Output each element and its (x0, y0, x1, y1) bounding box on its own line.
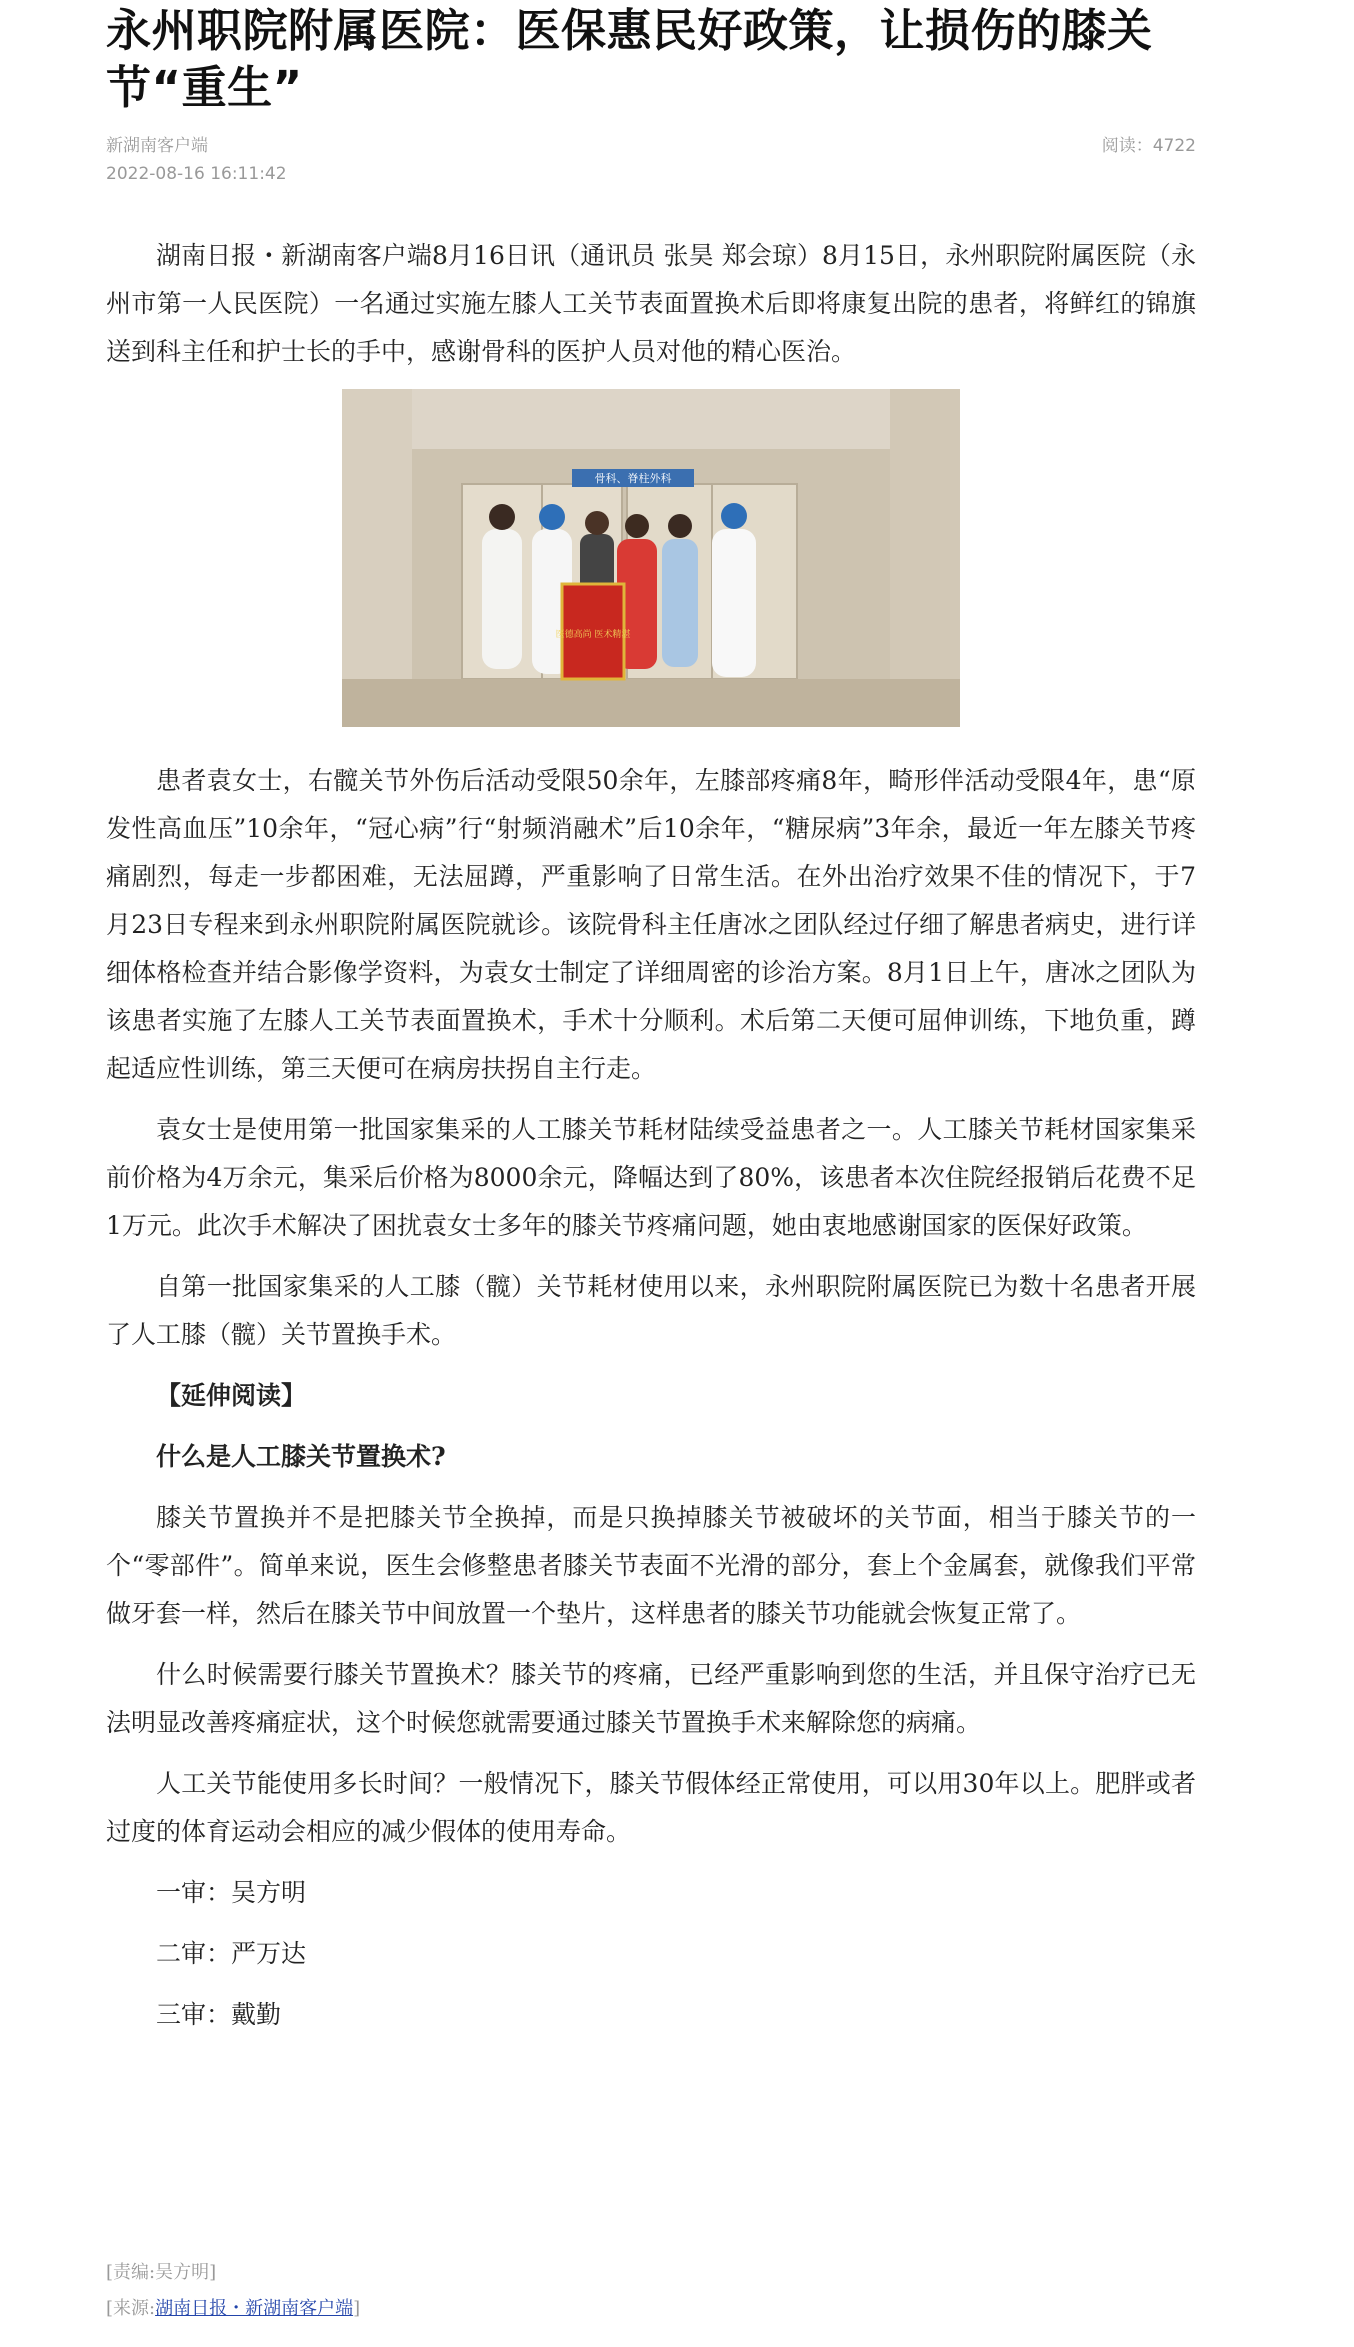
article-title: 永州职院附属医院：医保惠民好政策，让损伤的膝关节“重生” (106, 4, 1153, 114)
extended-reading-label: 【延伸阅读】 (156, 1381, 307, 1410)
review-line: 三审：戴勤 (156, 2000, 282, 2029)
extended-paragraph: 膝关节置换并不是把膝关节全换掉，而是只换掉膝关节被破坏的关节面，相当于膝关节的一个“零部件”。简单来说，医生会修整患者膝关节表面不光滑的部分，套上个金属套，就像我们平常做牙套一样，然后在膝关节中间放置一个垫片，这样患者的膝关节功能就会恢复正常了。 (106, 1503, 1196, 1628)
editor-line: [责编:吴方明] (106, 2262, 217, 2283)
extended-paragraph: 人工关节能使用多长时间？一般情况下，膝关节假体经正常使用，可以用30年以上。肥胖或者过度的体育运动会相应的减少假体的使用寿命。 (106, 1769, 1196, 1846)
article-body (106, 232, 1196, 2052)
review-line: 二审：严万达 (156, 1939, 307, 1968)
article-photo (342, 389, 960, 727)
banner-text: 医德高尚 医术精湛 (555, 630, 631, 640)
article-date: 2022-08-16 16:11:42 (106, 164, 287, 184)
photo-container (106, 389, 1196, 727)
photo-sign: 骨科、脊柱外科 (594, 472, 672, 485)
source-prefix: [来源: (106, 2298, 156, 2319)
body-paragraph: 患者袁女士，右髋关节外伤后活动受限50余年，左膝部疼痛8年，畸形伴活动受限4年，患“原发性高血压”10余年，“冠心病”行“射频消融术”后10余年，“糖尿病”3年余，最近一年左膝关节疼痛剧烈，每走一步都困难，无法屈蹲，严重影响了日常生活。在外出治疗效果不佳的情况下，于7月23日专程来到永州职院附属医院就诊。该院骨科主任唐冰之团队经过仔细了解患者病史，进行详细体格检查并结合影像学资料，为袁女士制定了详细周密的诊治方案。8月1日上午，唐冰之团队为该患者实施了左膝人工关节表面置换术，手术十分顺利。术后第二天便可屈伸训练，下地负重，蹲起适应性训练，第三天便可在病房扶拐自主行走。 (106, 766, 1196, 1083)
article-source: 新湖南客户端 (106, 136, 208, 156)
review-line: 一审：吴方明 (156, 1878, 307, 1907)
source-line (106, 2291, 360, 2327)
extended-paragraph: 什么时候需要行膝关节置换术？膝关节的疼痛，已经严重影响到您的生活，并且保守治疗已无法明显改善疼痛症状，这个时候您就需要通过膝关节置换手术来解除您的病痛。 (106, 1660, 1196, 1737)
source-link[interactable]: 湖南日报・新湖南客户端 (155, 2298, 354, 2319)
read-count: 阅读：4722 (1101, 136, 1196, 156)
article-footer (106, 2255, 360, 2327)
body-paragraph: 自第一批国家集采的人工膝（髋）关节耗材使用以来，永州职院附属医院已为数十名患者开展了人工膝（髋）关节置换手术。 (106, 1272, 1196, 1349)
source-suffix: ] (353, 2298, 361, 2319)
extended-reading-title: 什么是人工膝关节置换术? (156, 1442, 446, 1471)
lead-paragraph: 湖南日报・新湖南客户端8月16日讯（通讯员 张昊 郑会琼）8月15日，永州职院附属医院（永州市第一人民医院）一名通过实施左膝人工关节表面置换术后即将康复出院的患者，将鲜红的锦旗送到科主任和护士长的手中，感谢骨科的医护人员对他的精心医治。 (106, 241, 1196, 366)
body-paragraph: 袁女士是使用第一批国家集采的人工膝关节耗材陆续受益患者之一。人工膝关节耗材国家集采前价格为4万余元，集采后价格为8000余元，降幅达到了80%，该患者本次住院经报销后花费不足1万元。此次手术解决了困扰袁女士多年的膝关节疼痛问题，她由衷地感谢国家的医保好政策。 (106, 1115, 1196, 1240)
